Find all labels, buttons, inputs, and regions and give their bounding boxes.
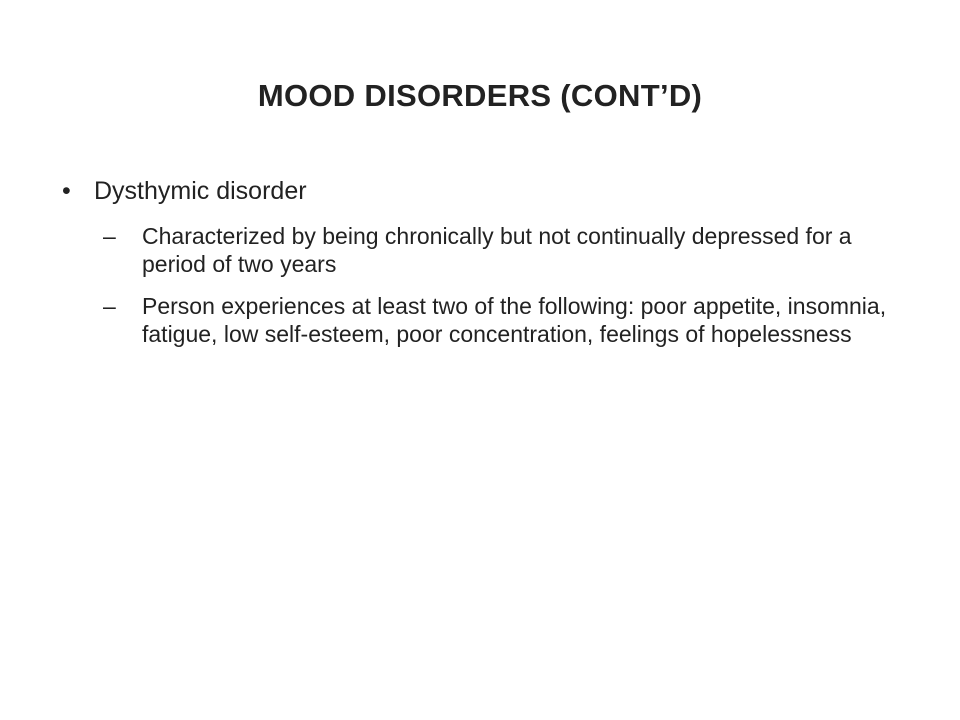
sub-bullet-item — [56, 292, 916, 348]
sub-bullet-item — [56, 222, 916, 278]
bullet-icon: • — [62, 177, 71, 205]
slide-title: MOOD DISORDERS (CONT’D) — [257, 78, 703, 113]
dash-icon: – — [103, 293, 116, 319]
sub-bullet-list — [56, 222, 916, 348]
bullet-item — [56, 176, 916, 206]
dash-icon: – — [103, 223, 116, 249]
sub-bullet-text: Characterized by being chronically but not continually depressed for a period of two years — [142, 223, 852, 277]
bullet-text: Dysthymic disorder — [94, 177, 307, 205]
sub-bullet-text: Person experiences at least two of the following: poor appetite, insomnia, fatigue, low self-esteem, poor concentration, feelings of hopelessness — [142, 293, 887, 347]
slide-body — [56, 176, 916, 362]
